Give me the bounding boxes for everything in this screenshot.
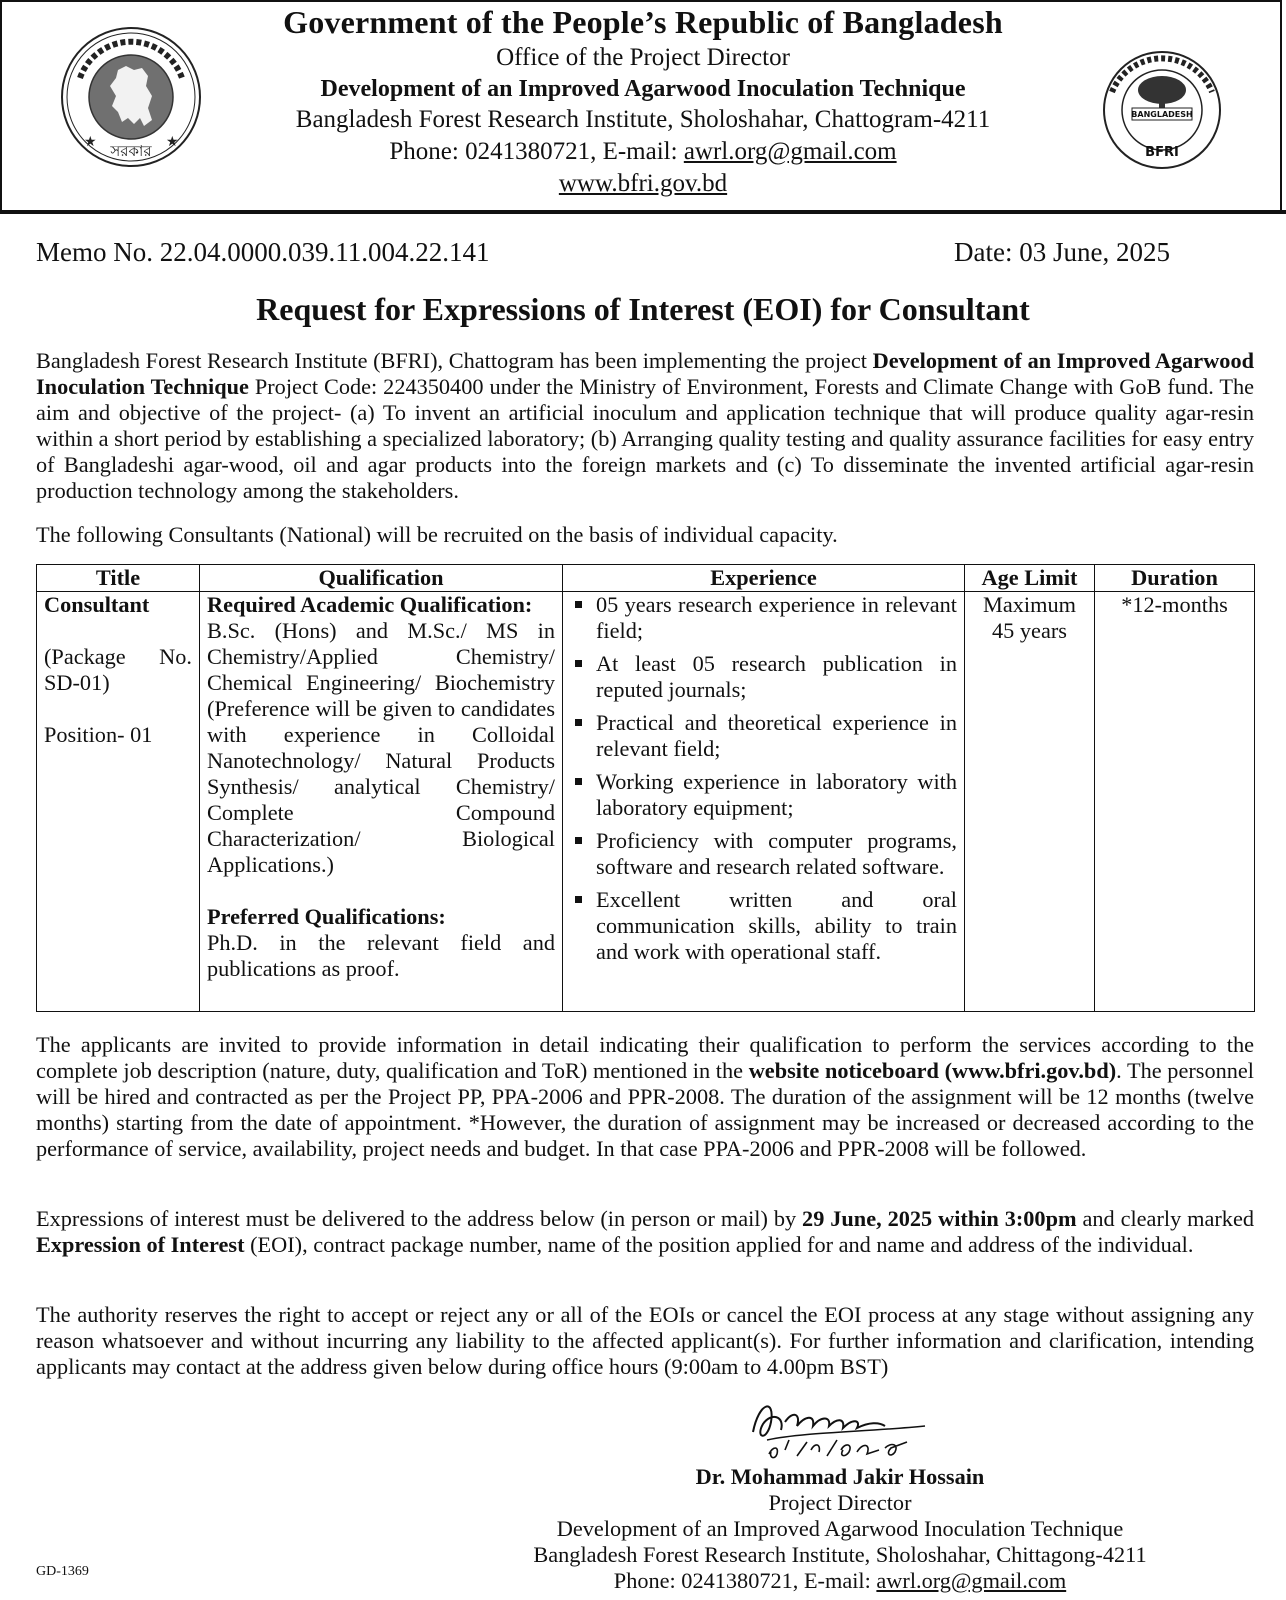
experience-item: Practical and theoretical experience in relevant field; bbox=[596, 710, 957, 761]
required-qualification-heading: Required Academic Qualification: bbox=[207, 592, 533, 617]
signatory-email-link[interactable]: awrl.org@gmail.com bbox=[876, 1568, 1067, 1593]
header-duration: Duration bbox=[1095, 565, 1255, 592]
header-age-limit: Age Limit bbox=[965, 565, 1095, 592]
preferred-qualification-text: Ph.D. in the relevant field and publications as proof. bbox=[207, 930, 555, 981]
experience-item: Excellent written and oral communication skills, ability to train and work with operational staff. bbox=[596, 887, 957, 964]
intro-paragraph: Bangladesh Forest Research Institute (BFRI), Chattogram has been implementing the project Development of an Improved Agarwood Inoculation Technique Project Code: 224350400 under the Ministry of Environment, Forests and Climate Change with GoB fund. The aim and objective of the project- (a) To invent an artificial inoculum and application technique that will produce quality agar-resin within a short period by establishing a specialized laboratory; (b) Arranging quality testing and quality assurance facilities for easy entry of Bangladeshi agar-wood, oil and agar products into the foreign markets and (c) To disseminate the invented artificial agar-resin production technology among the stakeholders. bbox=[36, 348, 1254, 503]
gd-code: GD-1369 bbox=[36, 1564, 89, 1579]
svg-text:★: ★ bbox=[166, 135, 179, 150]
header-qualification: Qualification bbox=[200, 565, 563, 592]
deadline-paragraph: Expressions of interest must be delivered to the address below (in person or mail) by 29 June, 2025 within 3:00pm and clearly marked Expression of Interest (EOI), contract package number, name of the position applied for and name and address of the individual. bbox=[36, 1206, 1254, 1257]
institute-address: Bangladesh Forest Research Institute, Sholoshahar, Chattogram-4211 bbox=[295, 106, 991, 133]
header-experience: Experience bbox=[563, 565, 965, 592]
email-link[interactable]: awrl.org@gmail.com bbox=[683, 138, 897, 165]
duration-cell: *12-months bbox=[1095, 592, 1255, 1012]
intro-project-name: Development of an Improved Agarwood Inoculation Technique bbox=[36, 348, 1254, 399]
svg-text:★: ★ bbox=[84, 135, 97, 150]
memo-number: Memo No. 22.04.0000.039.11.004.22.141 bbox=[36, 237, 490, 267]
project-line: Development of an Improved Agarwood Inoculation Technique bbox=[320, 76, 966, 102]
title-cell bbox=[37, 592, 200, 1012]
signatory-contact bbox=[440, 1568, 1240, 1594]
website-line bbox=[0, 170, 1286, 198]
consultant-table bbox=[36, 564, 1255, 1012]
experience-item: Proficiency with computer programs, software and research related software. bbox=[596, 828, 957, 879]
required-qualification-text: B.Sc. (Hons) and M.Sc./ MS in Chemistry/Applied Chemistry/ Chemical Engineering/ Biochemistry (Preference will be given to candidates with experience in Colloidal Nanotechnology/ Natural Products Synthesis/ analytical Chemistry/ Complete Compound Characterization/ Biological Applications.) bbox=[207, 618, 555, 877]
experience-item: At least 05 research publication in reputed journals; bbox=[596, 651, 957, 702]
position-title: Consultant bbox=[44, 592, 150, 617]
website-noticeboard: website noticeboard (www.bfri.gov.bd) bbox=[748, 1058, 1117, 1083]
eoi-label: Expression of Interest bbox=[36, 1232, 245, 1257]
experience-cell bbox=[563, 592, 965, 1012]
logo-band-text: BANGLADESH bbox=[1131, 110, 1193, 119]
authority-paragraph: The authority reserves the right to accept or reject any or all of the EOIs or cancel the EOI process at any stage without assigning any reason whatsoever and without incurring any liability to the affected applicant(s). For further information and clarification, intending applicants may contact at the address given below during office hours (9:00am to 4.00pm BST) bbox=[36, 1302, 1254, 1379]
table-header-row bbox=[37, 565, 1255, 592]
logo-text-top: বাংলাদেশ বন গবেষণা ইনস্টিটিউট bbox=[1162, 56, 1176, 57]
qualification-cell bbox=[200, 592, 563, 1012]
contact-line bbox=[0, 138, 1286, 166]
age-limit-cell: Maximum 45 years bbox=[965, 592, 1095, 1012]
preferred-qualification-heading: Preferred Qualifications: bbox=[207, 904, 446, 929]
signatory-institute: Bangladesh Forest Research Institute, Sholoshahar, Chittagong-4211 bbox=[533, 1542, 1147, 1567]
consultants-line: The following Consultants (National) will be recruited on the basis of individual capacity. bbox=[36, 522, 838, 547]
experience-item: 05 years research experience in relevant field; bbox=[596, 592, 957, 643]
invite-paragraph: The applicants are invited to provide information in detail indicating their qualification to perform the services according to the complete job description (nature, duty, qualification and ToR) mentioned in the website noticeboard (www.bfri.gov.bd). The personnel will be hired and contracted as per the Project PP, PPA-2006 and PPR-2008. The duration of the assignment will be 12 months (twelve months) starting from the date of appointment. *However, the duration of assignment may be increased or decreased according to the performance of service, availability, project needs and budget. In that case PPA-2006 and PPR-2008 will be followed. bbox=[36, 1032, 1254, 1161]
seal-text-top: গণপ্রজাতন্ত্রী বাংলাদেশ bbox=[131, 36, 141, 37]
signatory-role: Project Director bbox=[768, 1490, 912, 1515]
experience-item: Working experience in laboratory with laboratory equipment; bbox=[596, 769, 957, 820]
position-count: Position- 01 bbox=[44, 722, 153, 747]
signatory-phone: Phone: 0241380721, E-mail: bbox=[613, 1568, 877, 1593]
letterhead-divider bbox=[0, 210, 1286, 214]
logo-acronym: BFRI bbox=[1145, 145, 1179, 160]
signature-icon bbox=[745, 1392, 945, 1466]
phone-text: Phone: 0241380721, E-mail: bbox=[389, 138, 684, 165]
website-link[interactable]: www.bfri.gov.bd bbox=[558, 170, 728, 197]
signatory-project: Development of an Improved Agarwood Inoculation Technique bbox=[556, 1516, 1124, 1541]
deadline: 29 June, 2025 within 3:00pm bbox=[802, 1206, 1077, 1231]
eoi-title: Request for Expressions of Interest (EOI) for Consultant bbox=[256, 291, 1030, 327]
header-title: Title bbox=[37, 565, 200, 592]
memo-date: Date: 03 June, 2025 bbox=[954, 237, 1170, 267]
signature-text: Hossain 03/06/2025 bbox=[745, 1396, 754, 1397]
table-row bbox=[37, 592, 1255, 1012]
signatory-name: Dr. Mohammad Jakir Hossain bbox=[695, 1464, 985, 1489]
government-title: Government of the People’s Republic of Bangladesh bbox=[283, 4, 1003, 40]
seal-text-bottom: সরকার bbox=[110, 142, 152, 160]
package-number: (Package No. SD-01) bbox=[44, 644, 192, 695]
office-line: Office of the Project Director bbox=[496, 44, 790, 71]
